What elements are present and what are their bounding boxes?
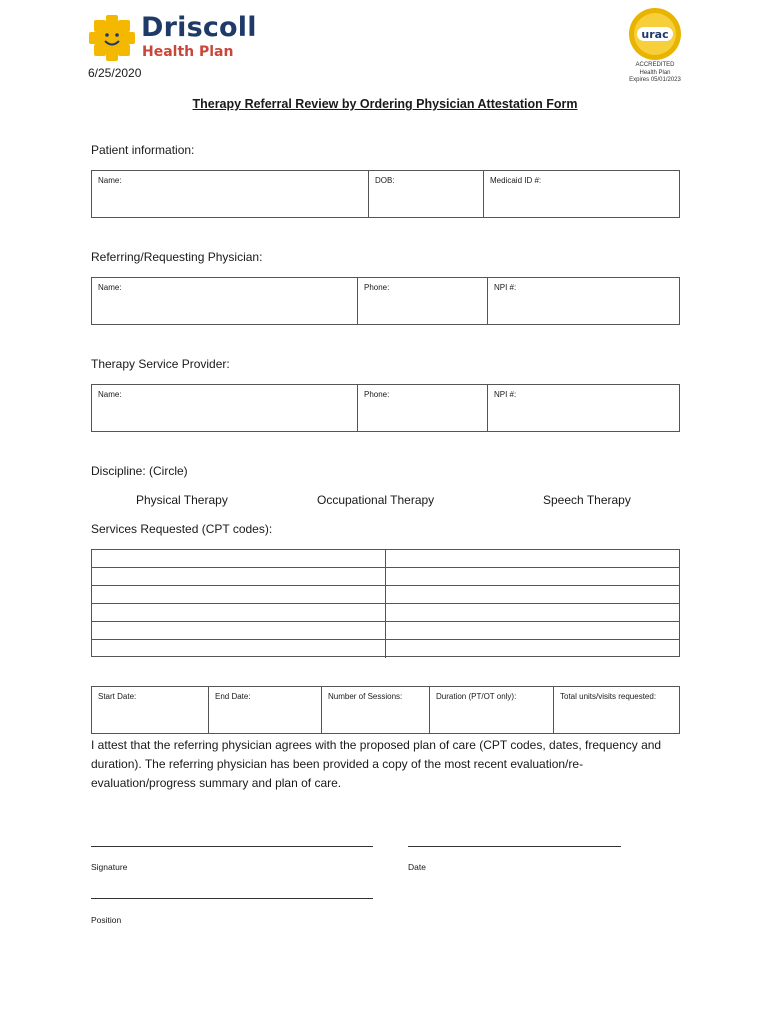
sessions-label: Number of Sessions: <box>328 692 403 701</box>
schedule-table <box>91 686 680 734</box>
patient-medicaid-label: Medicaid ID #: <box>490 176 542 185</box>
patient-name-field[interactable] <box>92 171 369 217</box>
seal-line2: Health Plan <box>639 69 671 76</box>
provider-npi-label: NPI #: <box>494 390 517 399</box>
provider-name-field[interactable] <box>92 385 358 431</box>
referring-phone-field[interactable] <box>358 278 488 324</box>
cpt-row <box>92 604 679 622</box>
cpt-row <box>92 550 679 568</box>
sessions-field[interactable] <box>322 687 430 733</box>
cpt-cell[interactable] <box>386 568 679 585</box>
patient-name-label: Name: <box>98 176 122 185</box>
cpt-cell[interactable] <box>386 640 679 658</box>
cpt-cell[interactable] <box>92 568 386 585</box>
brand-name: Driscoll <box>141 12 257 43</box>
cpt-cell[interactable] <box>386 604 679 621</box>
seal-line1: ACCREDITED <box>635 62 675 68</box>
cpt-row <box>92 622 679 640</box>
cpt-cell[interactable] <box>386 622 679 639</box>
urac-seal-icon <box>627 6 683 62</box>
patient-medicaid-field[interactable] <box>484 171 679 217</box>
start-date-field[interactable] <box>92 687 209 733</box>
referring-heading: Referring/Requesting Physician: <box>91 250 263 264</box>
patient-info-box <box>91 170 680 218</box>
end-date-field[interactable] <box>209 687 322 733</box>
referring-phone-label: Phone: <box>364 283 390 292</box>
attestation-text: I attest that the referring physician agrees with the proposed plan of care (CPT codes, dates, frequency and duration). The referring physician has been provided a copy of the most recent evaluation/re-evaluation/progress summary and plan of care. <box>91 738 662 790</box>
cpt-cell[interactable] <box>92 604 386 621</box>
total-units-label: Total units/visits requested: <box>560 692 657 701</box>
signature-line[interactable] <box>91 846 373 847</box>
referring-npi-label: NPI #: <box>494 283 517 292</box>
position-label: Position <box>91 915 122 925</box>
driscoll-logo <box>88 14 268 64</box>
cpt-row <box>92 586 679 604</box>
cpt-codes-table <box>91 549 680 657</box>
urac-seal <box>620 6 690 90</box>
services-heading: Services Requested (CPT codes): <box>91 522 273 536</box>
form-title: Therapy Referral Review by Ordering Physician Attestation Form <box>192 97 578 111</box>
discipline-occupational-therapy[interactable]: Occupational Therapy <box>317 493 435 507</box>
start-date-label: Start Date: <box>98 692 137 701</box>
date-label: Date <box>408 862 426 872</box>
signature-label: Signature <box>91 862 128 872</box>
total-units-field[interactable] <box>554 687 679 733</box>
referring-name-label: Name: <box>98 283 122 292</box>
sun-face-icon <box>88 14 136 62</box>
provider-info-box <box>91 384 680 432</box>
date-line[interactable] <box>408 846 621 847</box>
patient-dob-field[interactable] <box>369 171 484 217</box>
duration-field[interactable] <box>430 687 554 733</box>
patient-heading: Patient information: <box>91 143 195 157</box>
cpt-cell[interactable] <box>92 622 386 639</box>
brand-subtitle: Health Plan <box>142 44 234 60</box>
cpt-cell[interactable] <box>92 550 386 567</box>
cpt-cell[interactable] <box>92 640 386 658</box>
form-date: 6/25/2020 <box>88 66 142 80</box>
cpt-cell[interactable] <box>386 586 679 603</box>
referring-npi-field[interactable] <box>488 278 679 324</box>
provider-phone-field[interactable] <box>358 385 488 431</box>
discipline-heading: Discipline: (Circle) <box>91 464 188 478</box>
discipline-speech-therapy[interactable]: Speech Therapy <box>543 493 631 507</box>
referring-name-field[interactable] <box>92 278 358 324</box>
provider-phone-label: Phone: <box>364 390 390 399</box>
provider-npi-field[interactable] <box>488 385 679 431</box>
cpt-row <box>92 640 679 658</box>
position-line[interactable] <box>91 898 373 899</box>
patient-dob-label: DOB: <box>375 176 395 185</box>
end-date-label: End Date: <box>215 692 251 701</box>
provider-heading: Therapy Service Provider: <box>91 357 230 371</box>
cpt-row <box>92 568 679 586</box>
seal-name: urac <box>641 28 669 41</box>
cpt-cell[interactable] <box>92 586 386 603</box>
discipline-physical-therapy[interactable]: Physical Therapy <box>136 493 228 507</box>
duration-label: Duration (PT/OT only): <box>436 692 517 701</box>
provider-name-label: Name: <box>98 390 122 399</box>
referring-info-box <box>91 277 680 325</box>
seal-line3: Expires 05/01/2023 <box>629 77 681 83</box>
cpt-cell[interactable] <box>386 550 679 567</box>
